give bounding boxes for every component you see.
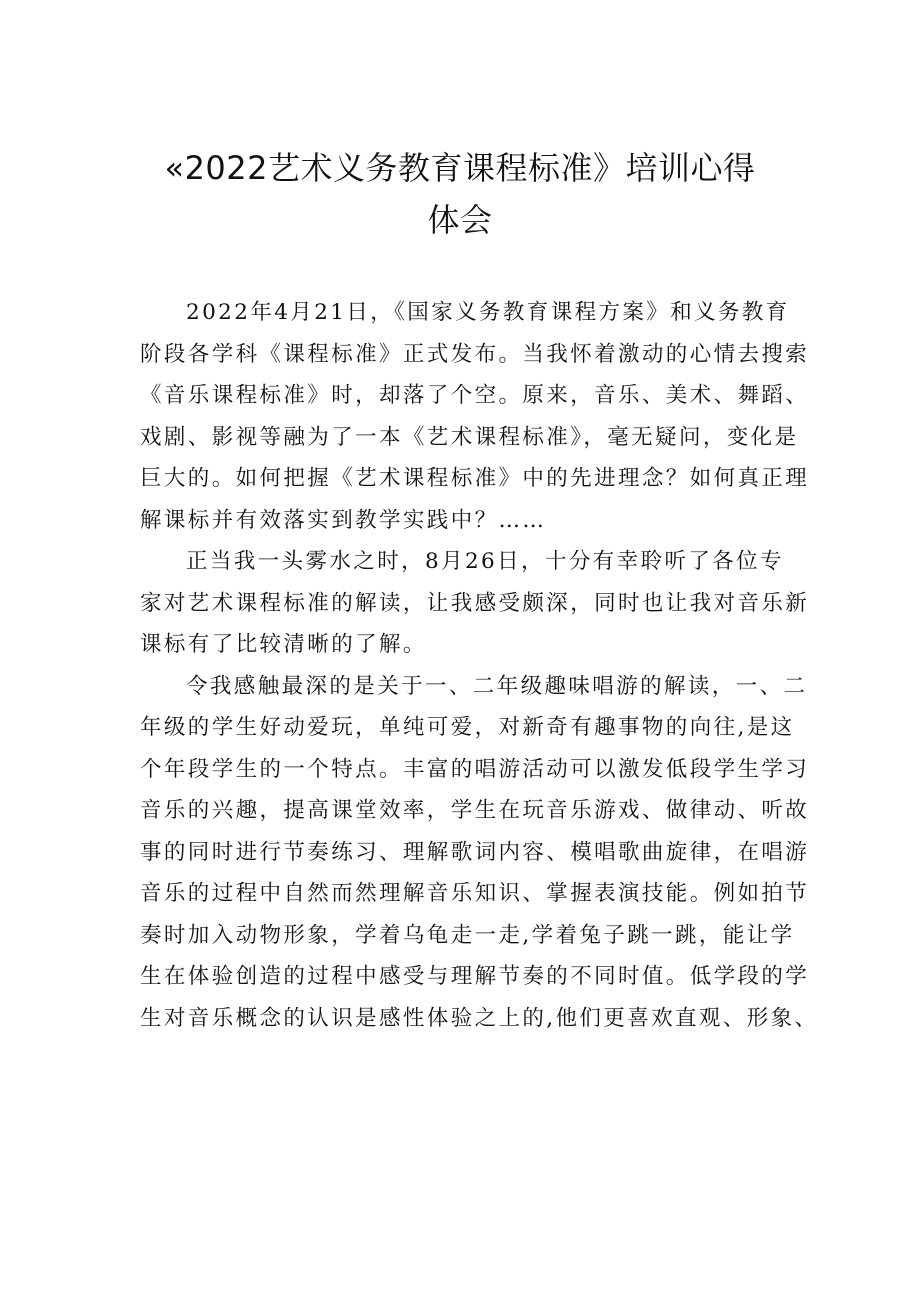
text-line: 家对艺术课程标准的解读，让我感受颇深，同时也让我对音乐新 <box>140 590 810 616</box>
text-line: 《音乐课程标准》时，却落了个空。原来，音乐、美术、舞蹈、 <box>140 383 810 408</box>
text-line: 生在体验创造的过程中感受与理解节奏的不同时值。低学段的学 <box>140 964 810 989</box>
text-line: 事的同时进行节奏练习、理解歌词内容、模唱歌曲旋律，在唱游 <box>140 839 810 865</box>
paragraph <box>140 292 810 541</box>
text-line: 奏时加入动物形象，学着乌龟走一走,学着兔子跳一跳，能让学 <box>140 922 795 948</box>
text-line: 年级的学生好动爱玩，单纯可爱，对新奇有趣事物的向往,是这 <box>140 715 795 740</box>
text-line: 生对音乐概念的认识是感性体验之上的,他们更喜欢直观、形象、 <box>140 1005 819 1031</box>
paragraph <box>140 541 810 666</box>
text-line: 音乐的兴趣，提高课堂效率，学生在玩音乐游戏、做律动、听故 <box>140 798 810 823</box>
text-line: 令我感触最深的是关于一、二年级趣味唱游的解读，一、二 <box>186 673 808 699</box>
document-body <box>140 292 819 1039</box>
paragraph <box>140 666 819 1040</box>
text-line: 巨大的。如何把握《艺术课程标准》中的先进理念？如何真正理 <box>140 466 810 491</box>
text-line: 个年段学生的一个特点。丰富的唱游活动可以激发低段学生学习 <box>140 756 810 782</box>
text-line: 解课标并有效落实到教学实践中？…… <box>140 507 547 533</box>
document-title <box>140 142 780 246</box>
text-line: 音乐的过程中自然而然理解音乐知识、掌握表演技能。例如拍节 <box>140 881 810 906</box>
text-line: 课标有了比较清晰的了解。 <box>140 632 427 657</box>
text-line: 阶段各学科《课程标准》正式发布。当我怀着激动的心情去搜索 <box>140 341 810 367</box>
title-line: 体会 <box>427 201 493 239</box>
title-line: «2022艺术义务教育课程标准》培训心得 <box>164 149 756 187</box>
text-line: 2022年4月21日，《国家义务教育课程方案》和义务教育 <box>186 300 790 325</box>
text-line: 正当我一头雾水之时，8月26日，十分有幸聆听了各位专 <box>186 549 784 574</box>
text-line: 戏剧、影视等融为了一本《艺术课程标准》，毫无疑问，变化是 <box>140 424 799 450</box>
